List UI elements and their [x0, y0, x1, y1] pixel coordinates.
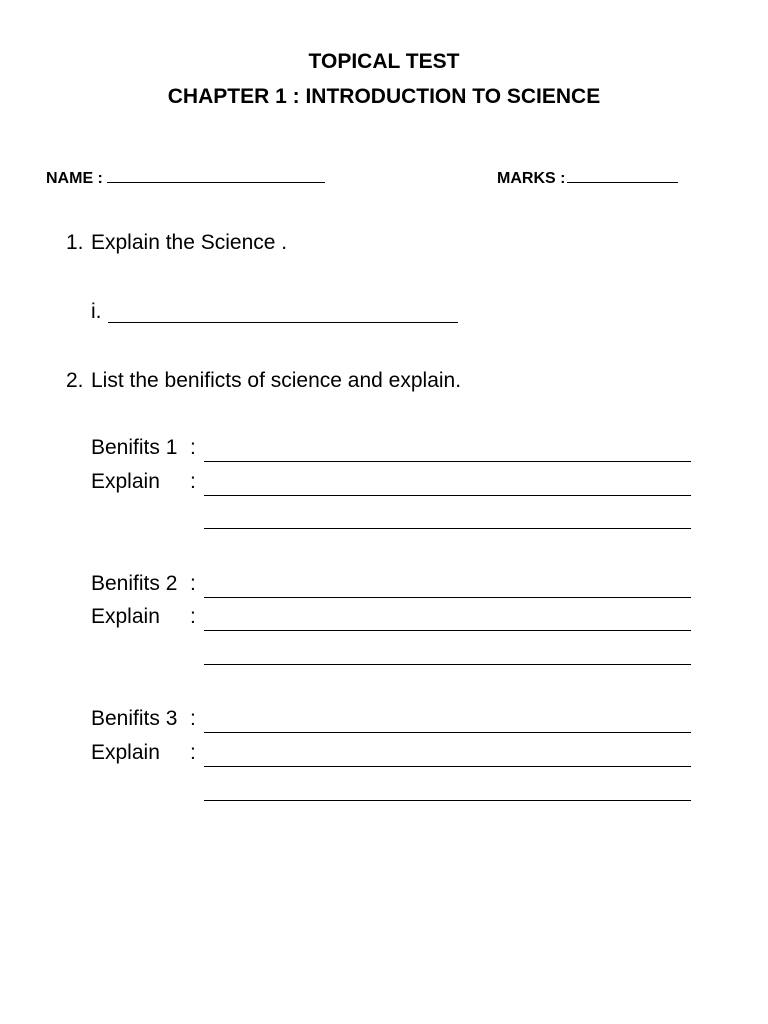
name-label: NAME : [46, 170, 103, 187]
explain-continuation-line[interactable] [204, 528, 691, 529]
page-title: TOPICAL TEST [308, 50, 460, 73]
explain-continuation-line[interactable] [204, 800, 691, 801]
benefit-2-explain-row [91, 605, 711, 635]
marks-label: MARKS : [497, 170, 566, 187]
colon: : [190, 470, 196, 493]
colon: : [190, 605, 196, 628]
explain-label: Explain [91, 605, 160, 628]
benefit-answer-line[interactable] [204, 461, 691, 462]
benefit-label: Benifits 1 [91, 436, 178, 459]
benefit-1-row [91, 436, 711, 466]
question-text: Explain the Science . [91, 231, 288, 254]
name-answer-line[interactable] [107, 166, 325, 183]
explain-answer-line[interactable] [204, 495, 691, 496]
colon: : [190, 572, 196, 595]
benefit-answer-line[interactable] [204, 732, 691, 733]
benefit-3-explain-row [91, 741, 711, 771]
question-text: List the benificts of science and explain. [91, 369, 462, 392]
colon: : [190, 707, 196, 730]
explain-label: Explain [91, 741, 160, 764]
explain-continuation-line[interactable] [204, 664, 691, 665]
colon: : [190, 436, 196, 459]
benefit-2-row [91, 572, 711, 602]
chapter-title: CHAPTER 1 : INTRODUCTION TO SCIENCE [167, 85, 601, 108]
benefit-label: Benifits 3 [91, 707, 178, 730]
benefit-1-explain-row [91, 470, 711, 500]
explain-answer-line[interactable] [204, 766, 691, 767]
colon: : [190, 741, 196, 764]
question-number: 1. [66, 231, 84, 254]
marks-answer-line[interactable] [567, 166, 678, 183]
question-number: 2. [66, 369, 84, 392]
answer-line[interactable] [108, 322, 458, 323]
explain-label: Explain [91, 470, 160, 493]
benefit-answer-line[interactable] [204, 597, 691, 598]
sub-item-label: i. [91, 300, 102, 323]
benefit-label: Benifits 2 [91, 572, 178, 595]
question-1-answer-i [91, 300, 102, 324]
explain-answer-line[interactable] [204, 630, 691, 631]
marks-field [497, 166, 678, 188]
name-field [46, 166, 325, 188]
benefit-3-row [91, 707, 711, 737]
